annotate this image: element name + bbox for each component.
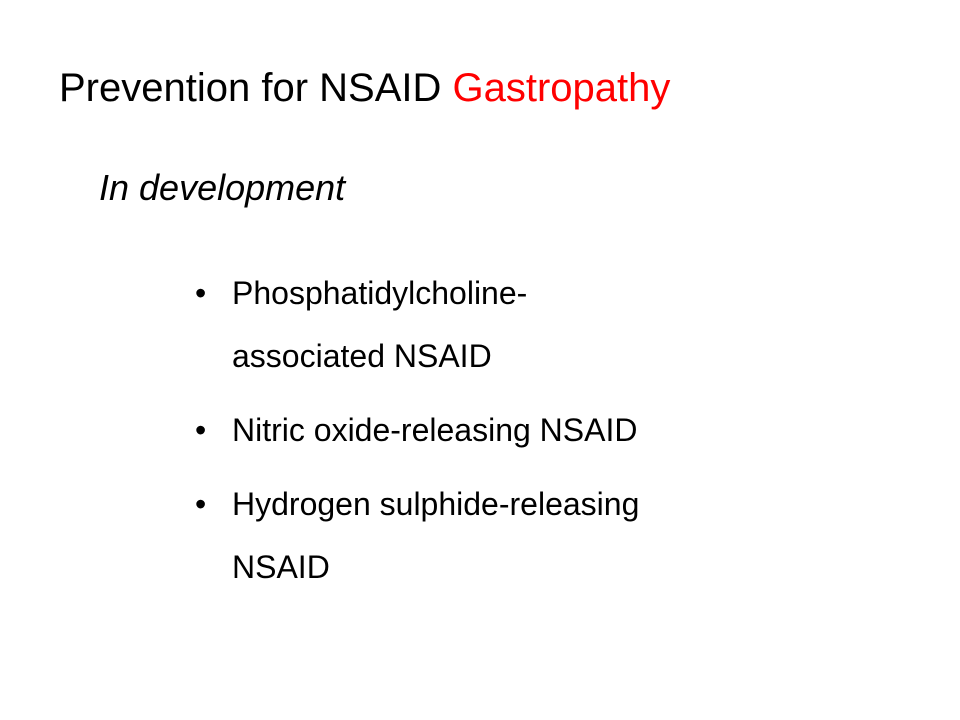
bullet-text (232, 473, 895, 599)
bullet-text (232, 262, 895, 388)
bullet-dot-icon: • (195, 486, 207, 522)
bullet-dot-icon: • (195, 412, 207, 448)
bullet-dot-icon: • (195, 275, 207, 311)
bullet-text (232, 399, 895, 462)
bullet-line: Hydrogen sulphide-releasing (232, 486, 640, 522)
title-accent: Gastropathy (452, 66, 671, 110)
slide-title (59, 64, 670, 112)
slide-subtitle: In development (99, 167, 346, 208)
title-prefix: Prevention for NSAID (59, 66, 453, 110)
bullet-line: Nitric oxide-releasing NSAID (232, 412, 638, 448)
bullet-item (195, 262, 895, 388)
bullet-line: NSAID (232, 549, 330, 585)
bullet-list (195, 262, 895, 610)
bullet-line: Phosphatidylcholine- (232, 275, 528, 311)
bullet-item (195, 473, 895, 599)
bullet-line: associated NSAID (232, 338, 492, 374)
bullet-item (195, 399, 895, 462)
